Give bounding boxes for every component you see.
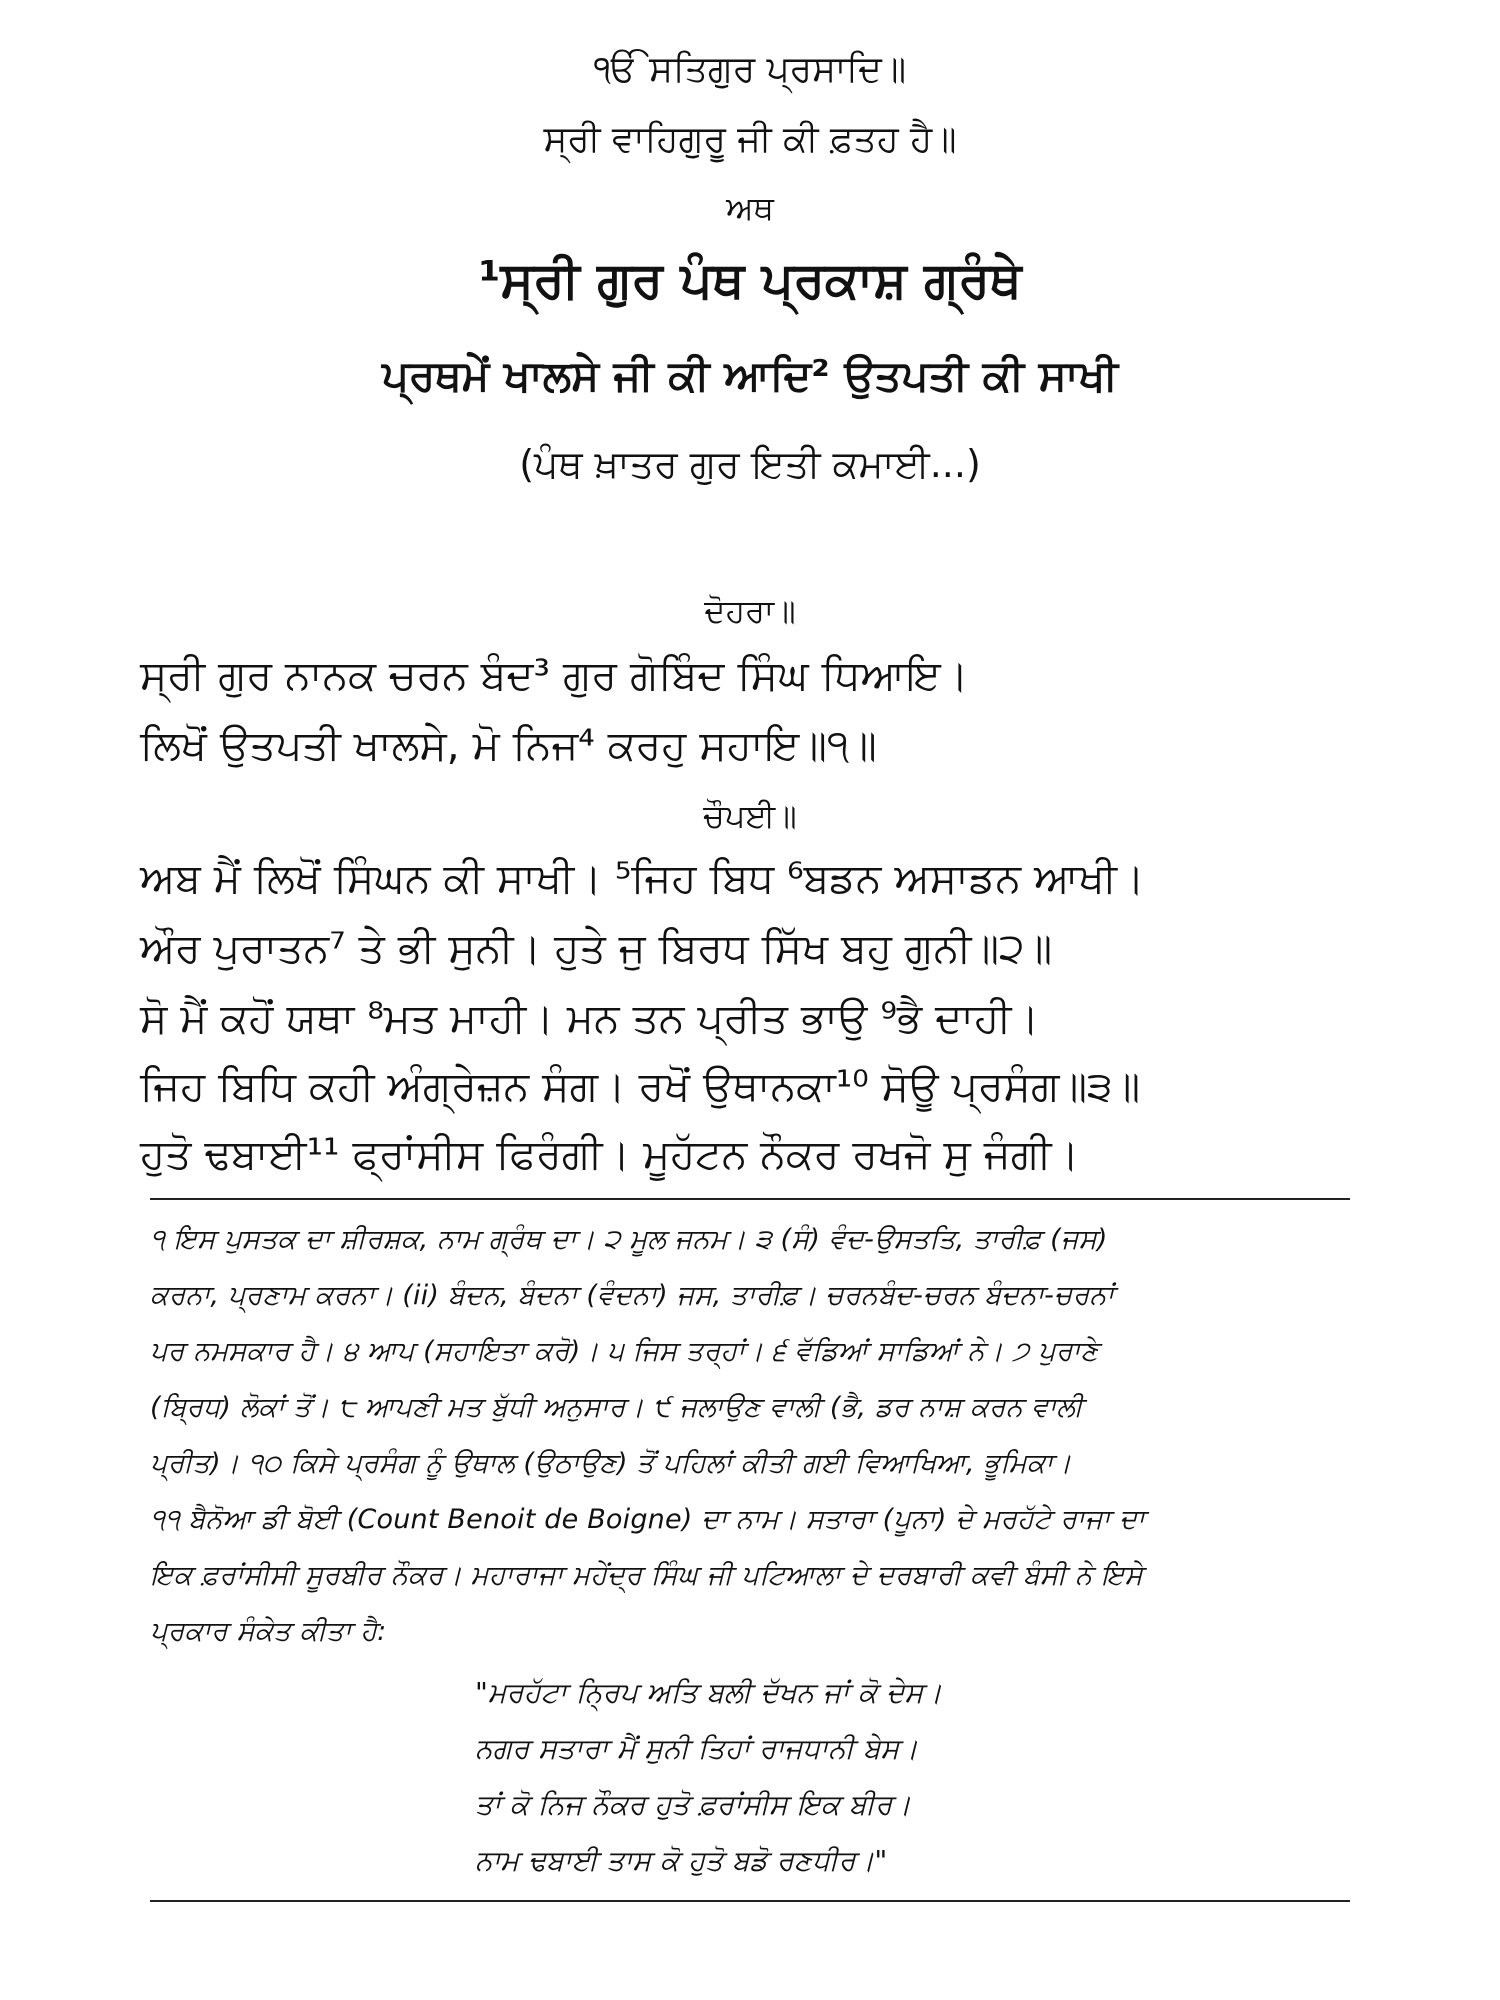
footnote-line: ਪ੍ਰਕਾਰ ਸੰਕੇਤ ਕੀਤਾ ਹੈ: xyxy=(150,1616,387,1647)
quote-line: ਤਾਂ ਕੋ ਨਿਜ ਨੌਕਰ ਹੁਤੋ ਫ਼ਰਾਂਸੀਸ ਇਕ ਬੀਰ। xyxy=(475,1788,912,1821)
quote-line: "ਮਰਹੱਟਾ ਨ੍ਰਿਪ ਅਤਿ ਬਲੀ ਦੱਖਨ ਜਾਂ ਕੋ ਦੇਸ। xyxy=(475,1676,943,1709)
footnotes-block xyxy=(150,1212,1360,1660)
atha-line: ਅਥ xyxy=(726,189,774,227)
invocation-line: ੴ ਸਤਿਗੁਰ ਪ੍ਰਸਾਦਿ॥ xyxy=(593,49,907,90)
bottom-rule xyxy=(150,1900,1350,1902)
footnote-line: ਇਕ ਫ਼ਰਾਂਸੀਸੀ ਸੂਰਬੀਰ ਨੌਕਰ। ਮਹਾਰਾਜਾ ਮਹੇਂਦ੍ਰ ਸਿੰਘ ਜੀ ਪਟਿਆਲਾ ਦੇ ਦਰਬਾਰੀ ਕਵੀ ਬੰਸੀ ਨੇ ਇਸੇ xyxy=(150,1560,1143,1591)
verse-line: ਜਿਹ ਬਿਧਿ ਕਹੀ ਅੰਗ੍ਰੇਜ਼ਨ ਸੰਗ। ਰਖੋਂ ਉਥਾਨਕਾ¹⁰ ਸੋਊ ਪ੍ਰਸੰਗ॥੩॥ xyxy=(140,1062,1141,1110)
verse-line: ਅਬ ਮੈਂ ਲਿਖੋਂ ਸਿੰਘਨ ਕੀ ਸਾਖੀ। ⁵ਜਿਹ ਬਿਧ ⁶ਬਡਨ ਅਸਾਡਨ ਆਖੀ। xyxy=(140,854,1145,902)
footnote-line: ੧ ਇਸ ਪੁਸਤਕ ਦਾ ਸ਼ੀਰਸ਼ਕ, ਨਾਮ ਗ੍ਰੰਥ ਦਾ। ੨ ਮੂਲ ਜਨਮ। ੩ (ਸੰ) ਵੰਦ-ਉਸਤਤਿ, ਤਾਰੀਫ਼ (ਜਸ) xyxy=(150,1224,1108,1255)
footnote-quote xyxy=(475,1665,942,1889)
footnote-line: ਪ੍ਰੀਤ)। ੧੦ ਕਿਸੇ ਪ੍ਰਸੰਗ ਨੂੰ ਉਥਾਲ (ਉਠਾਉਣ) ਤੋਂ ਪਹਿਲਾਂ ਕੀਤੀ ਗਈ ਵਿਆਖਿਆ, ਭੂਮਿਕਾ। xyxy=(150,1448,1072,1479)
verse-line: ਹੁਤੋ ਢਬਾਈ¹¹ ਫ੍ਰਾਂਸੀਸ ਫਿਰੰਗੀ। ਮੂਹੱਟਨ ਨੌਕਰ ਰਖਜੋ ਸੁ ਜੰਗੀ। xyxy=(140,1130,1080,1178)
chaupai-label: ਚੌਪਈ॥ xyxy=(703,797,797,835)
page-title: ¹ਸ੍ਰੀ ਗੁਰ ਪੰਥ ਪ੍ਰਕਾਸ਼ ਗ੍ਰੰਥੇ xyxy=(478,251,1022,309)
page-subtitle: ਪ੍ਰਥਮੇਂ ਖਾਲਸੇ ਜੀ ਕੀ ਆਦਿ² ਉਤਪਤੀ ਕੀ ਸਾਖੀ xyxy=(382,351,1118,400)
parenthetical-line: (ਪੰਥ ਖ਼ਾਤਰ ਗੁਰ ਇਤੀ ਕਮਾਈ...) xyxy=(519,442,981,486)
quote-line: ਨਾਮ ਢਬਾਈ ਤਾਸ ਕੋ ਹੁਤੋ ਬਡੋ ਰਣਧੀਰ।" xyxy=(475,1844,888,1877)
verse-line: ਸੋ ਮੈਂ ਕਹੋਂ ਯਥਾ ⁸ਮਤ ਮਾਹੀ। ਮਨ ਤਨ ਪ੍ਰੀਤ ਭਾਉ ⁹ਭੈ ਦਾਹੀ। xyxy=(140,994,1040,1042)
footnote-line: ੧੧ ਬੈਨੋਆ ਡੀ ਬੋਈ (Count Benoit de Boigne) ਦਾ ਨਾਮ। ਸਤਾਰਾ (ਪੂਨਾ) ਦੇ ਮਰਹੱਟੇ ਰਾਜਾ ਦਾ xyxy=(150,1504,1145,1535)
footnote-line: (ਬ੍ਰਿਧ) ਲੋਕਾਂ ਤੋਂ। ੮ ਆਪਣੀ ਮਤ ਬੁੱਧੀ ਅਨੁਸਾਰ। ੯ ਜਲਾਉਣ ਵਾਲੀ (ਭੈ, ਡਰ ਨਾਸ਼ ਕਰਨ ਵਾਲੀ xyxy=(150,1392,1083,1423)
verse-line: ਔਰ ਪੁਰਾਤਨ⁷ ਤੇ ਭੀ ਸੁਨੀ। ਹੁਤੇ ਜੁ ਬਿਰਧ ਸਿੱਖ ਬਹੁ ਗੁਨੀ॥੨॥ xyxy=(140,924,1053,972)
fateh-line: ਸ੍ਰੀ ਵਾਹਿਗੁਰੂ ਜੀ ਕੀ ਫ਼ਤਹ ਹੈ॥ xyxy=(543,119,957,160)
footnote-separator xyxy=(150,1198,1350,1200)
footnote-line: ਕਰਨਾ, ਪ੍ਰਣਾਮ ਕਰਨਾ। (ii) ਬੰਦਨ, ਬੰਦਨਾ (ਵੰਦਨਾ) ਜਸ, ਤਾਰੀਫ਼। ਚਰਨਬੰਦ-ਚਰਨ ਬੰਦਨਾ-ਚਰਨਾਂ xyxy=(150,1280,1115,1311)
verse-line: ਲਿਖੋਂ ਉਤਪਤੀ ਖਾਲਸੇ, ਮੋ ਨਿਜ⁴ ਕਰਹੁ ਸਹਾਇ॥੧॥ xyxy=(140,721,877,769)
verse-line: ਸ੍ਰੀ ਗੁਰ ਨਾਨਕ ਚਰਨ ਬੰਦ³ ਗੁਰ ਗੋਬਿੰਦ ਸਿੰਘ ਧਿਆਇ। xyxy=(140,651,969,699)
quote-line: ਨਗਰ ਸਤਾਰਾ ਮੈਂ ਸੁਨੀ ਤਿਹਾਂ ਰਾਜਧਾਨੀ ਬੇਸ। xyxy=(475,1732,918,1765)
footnote-line: ਪਰ ਨਮਸਕਾਰ ਹੈ। ੪ ਆਪ (ਸਹਾਇਤਾ ਕਰੋ)। ੫ ਜਿਸ ਤਰ੍ਹਾਂ। ੬ ਵੱਡਿਆਂ ਸਾਡਿਆਂ ਨੇ। ੭ ਪੁਰਾਣੇ xyxy=(150,1336,1099,1367)
dohra-label: ਦੋਹਰਾ॥ xyxy=(704,592,796,630)
